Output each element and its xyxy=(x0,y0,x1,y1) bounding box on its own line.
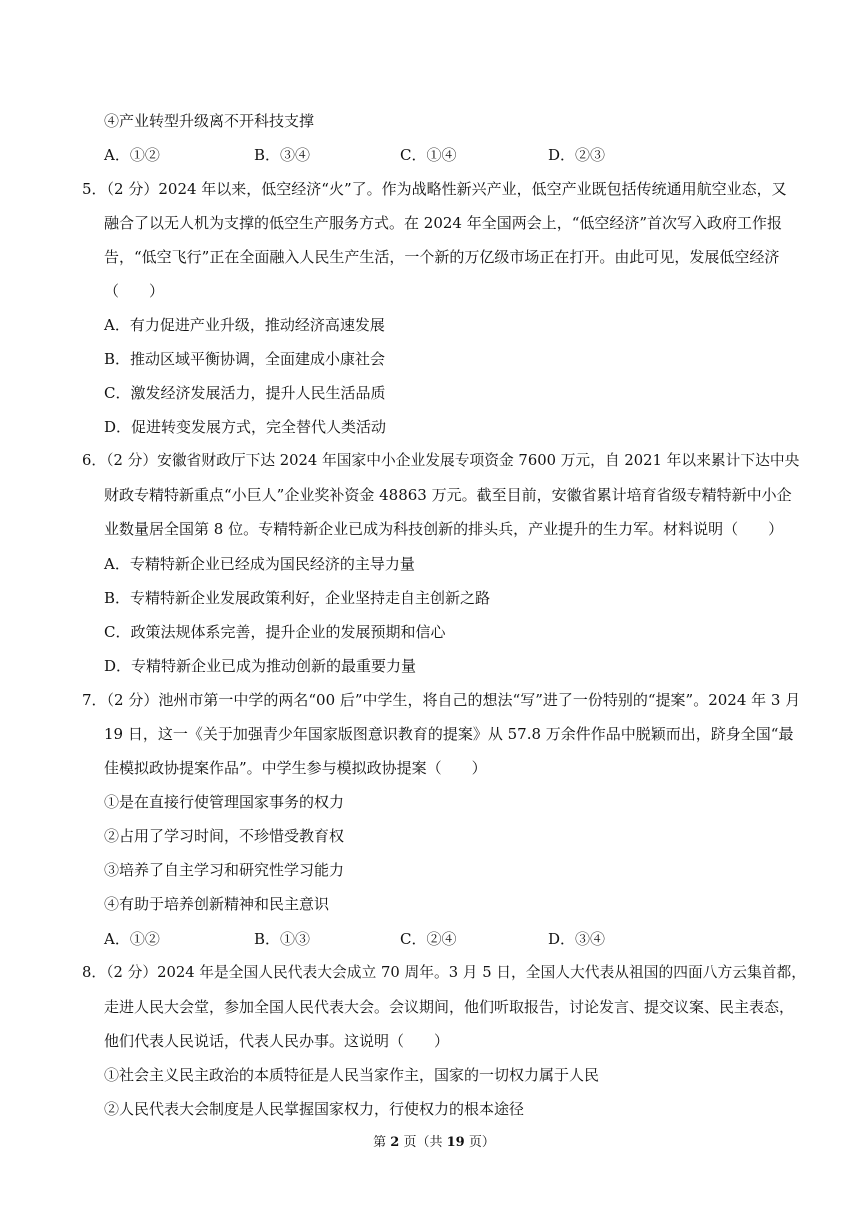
q5-stem-line-3: 告，“低空飞行”正在全面融入人民生产生活，一个新的万亿级市场正在打开。由此可见，发展低空经济 xyxy=(104,248,780,266)
q8-stem-line-1: 8．（2 分）2024 年是全国人民代表大会成立 70 周年。3 月 5 日，全国人大代表从祖国的四面八方云集首都， xyxy=(82,964,807,981)
q7-stem-line-1: 7．（2 分）池州市第一中学的两名“00 后”中学生，将自己的想法“写”进了一份特别的“提案”。2024 年 3 月 xyxy=(82,691,801,709)
q6-stem-line-3: 业数量居全国第 8 位。专精特新企业已成为科技创新的排头兵，产业提升的生力军。材料说明（ ） xyxy=(104,520,784,538)
q8-item-2: ②人民代表大会制度是人民掌握国家权力，行使权力的根本途径 xyxy=(104,1100,525,1118)
q7-stem-line-3: 佳模拟政协提案作品”。中学生参与模拟政协提案（ ） xyxy=(104,759,487,777)
q7-options xyxy=(104,928,808,950)
q5-stem-line-2: 融合了以无人机为支撑的低空生产服务方式。在 2024 年全国两会上，“低空经济”首次写入政府工作报 xyxy=(104,214,783,232)
q4-option-b: B．③④ xyxy=(254,146,311,164)
page-number: 2 xyxy=(390,1135,400,1150)
footer-prefix: 第 xyxy=(373,1135,391,1150)
q7-item-2: ②占用了学习时间，不珍惜受教育权 xyxy=(104,827,345,845)
q7-item-3: ③培养了自主学习和研究性学习能力 xyxy=(104,861,345,879)
q4-option-a: A．①② xyxy=(104,146,160,164)
q7-option-d: D．③④ xyxy=(548,930,606,948)
q6-stem-line-1: 6．（2 分）安徽省财政厅下达 2024 年国家中小企业发展专项资金 7600 万元，自 2021 年以来累计下达中央 xyxy=(82,452,800,469)
total-pages: 19 xyxy=(446,1135,465,1150)
q6-option-b: B．专精特新企业发展政策利好，企业坚持走自主创新之路 xyxy=(104,589,491,607)
footer-suffix: 页） xyxy=(464,1135,495,1150)
footer-middle: 页（共 xyxy=(399,1135,447,1150)
q6-stem-line-2: 财政专精特新重点“小巨人”企业奖补资金 48863 万元。截至目前，安徽省累计培育省级专精特新中小企 xyxy=(104,486,792,504)
q4-option-c: C．①④ xyxy=(400,146,457,164)
q7-option-c: C．②④ xyxy=(400,930,457,948)
q8-stem-line-3: 他们代表人民说话，代表人民办事。这说明（ ） xyxy=(104,1032,450,1050)
q5-option-c: C．激发经济发展活力，提升人民生活品质 xyxy=(104,384,386,402)
q6-option-d: D．专精特新企业已成为推动创新的最重要力量 xyxy=(104,657,417,675)
q5-option-a: A．有力促进产业升级，推动经济高速发展 xyxy=(104,316,385,334)
q4-options xyxy=(104,144,808,166)
q8-item-1: ①社会主义民主政治的本质特征是人民当家作主，国家的一切权力属于人民 xyxy=(104,1066,600,1084)
q6-option-a: A．专精特新企业已经成为国民经济的主导力量 xyxy=(104,555,415,573)
q5-answer-blank: （ ） xyxy=(104,282,165,300)
q5-stem-line-1: 5．（2 分）2024 年以来，低空经济“火”了。作为战略性新兴产业，低空产业既包括传统通用航空业态，又 xyxy=(82,180,787,198)
q7-stem-line-2: 19 日，这一《关于加强青少年国家版图意识教育的提案》从 57.8 万余件作品中脱颖而出，跻身全国“最 xyxy=(104,725,794,743)
q7-option-a: A．①② xyxy=(104,930,160,948)
page-footer xyxy=(0,1133,868,1153)
q6-option-c: C．政策法规体系完善，提升企业的发展预期和信心 xyxy=(104,623,446,641)
q8-stem-line-2: 走进人民大会堂，参加全国人民代表大会。会议期间，他们听取报告，讨论发言、提交议案、民主表态， xyxy=(104,998,795,1016)
q5-option-d: D．促进转变发展方式，完全替代人类活动 xyxy=(104,418,387,436)
q4-item-4: ④产业转型升级离不开科技支撑 xyxy=(104,112,315,130)
q5-option-b: B．推动区域平衡协调，全面建成小康社会 xyxy=(104,350,386,368)
q7-item-1: ①是在直接行使管理国家事务的权力 xyxy=(104,793,345,811)
q7-option-b: B．①③ xyxy=(254,930,311,948)
q7-item-4: ④有助于培养创新精神和民主意识 xyxy=(104,895,330,913)
q4-option-d: D．②③ xyxy=(548,146,606,164)
